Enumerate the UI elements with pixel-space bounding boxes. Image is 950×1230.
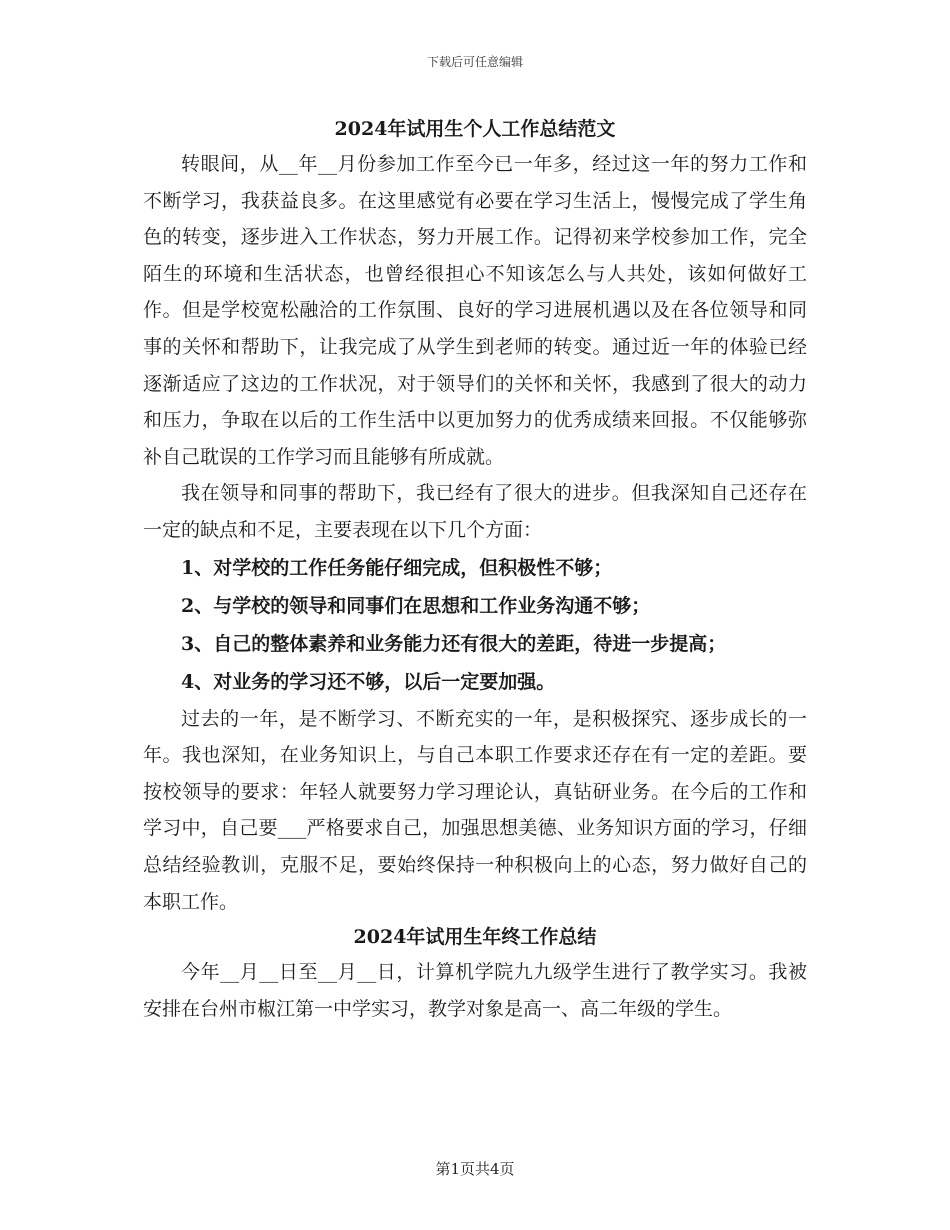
list-item-2: 2、与学校的领导和同事们在思想和工作业务沟通不够；: [181, 594, 651, 617]
document-body: [143, 112, 807, 1027]
header-note: 下载后可任意编辑: [426, 55, 523, 69]
page-footer: 第1页共4页: [435, 1160, 515, 1178]
paragraph-reflection: 过去的一年，是不断学习、不断充实的一年，是积极探究、逐步成长的一年。我也深知，在业务知识上，与自己本职工作要求还存在有一定的差距。要按校领导的要求：年轻人就要努力学习理论认，真钻研业务。在今后的工作和学习中，自己要___严格要求自己，加强思想美德、业务知识方面的学习，仔细总结经验教训，克服不足，要始终保持一种积极向上的心态，努力做好自己的本职工作。: [143, 707, 807, 913]
list-item-3: 3、自己的整体素养和业务能力还有很大的差距，待进一步提高；: [181, 632, 727, 655]
section-title-1: 2024年试用生个人工作总结范文: [334, 118, 616, 140]
list-item-4: 4、对业务的学习还不够，以后一定要加强。: [181, 670, 556, 693]
paragraph-shortcomings-intro: 我在领导和同事的帮助下，我已经有了很大的进步。但我深知自己还存在一定的缺点和不足，主要表现在以下几个方面：: [143, 482, 807, 541]
paragraph-internship: 今年__月__日至__月__日，计算机学院九九级学生进行了教学实习。我被安排在台州市椒江第一中学实习，教学对象是高一、高二年级的学生。: [143, 961, 807, 1020]
paragraph-intro: 转眼间，从__年__月份参加工作至今已一年多，经过这一年的努力工作和不断学习，我获益良多。在这里感觉有必要在学习生活上，慢慢完成了学生角色的转变，逐步进入工作状态，努力开展工作。记得初来学校参加工作，完全陌生的环境和生活状态，也曾经很担心不知该怎么与人共处，该如何做好工作。但是学校宽松融洽的工作氛围、良好的学习进展机遇以及在各位领导和同事的关怀和帮助下，让我完成了从学生到老师的转变。通过近一年的体验已经逐渐适应了这边的工作状况，对于领导们的关怀和关怀，我感到了很大的动力和压力，争取在以后的工作生活中以更加努力的优秀成绩来回报。不仅能够弥补自己耽误的工作学习而且能够有所成就。: [143, 153, 807, 468]
section-title-2: 2024年试用生年终工作总结: [353, 926, 597, 949]
list-item-1: 1、对学校的工作任务能仔细完成，但积极性不够；: [181, 556, 613, 579]
